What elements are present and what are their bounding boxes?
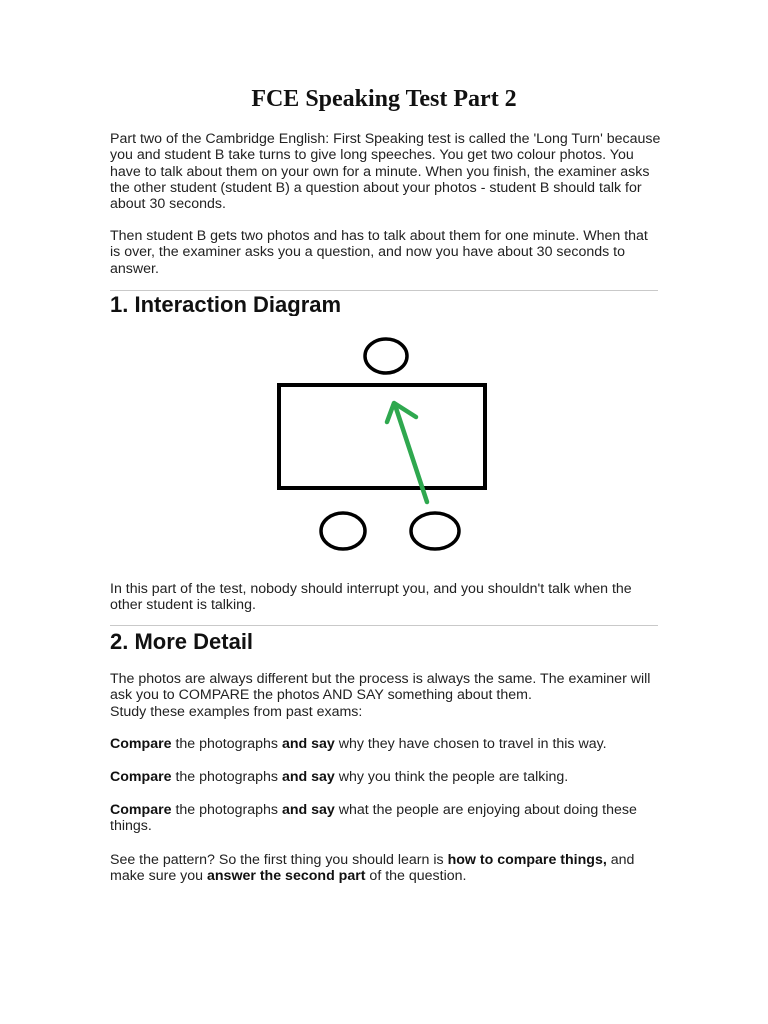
and-say-keyword: and say xyxy=(281,736,335,752)
pattern-bold-1: how to compare things, xyxy=(447,852,607,868)
table-rectangle xyxy=(279,385,485,488)
example-rest: what the people are enjoying about doing these things. xyxy=(110,802,637,835)
pattern-bold-2: answer the second part xyxy=(207,868,366,885)
compare-keyword: Compare xyxy=(110,769,172,785)
compare-keyword: Compare xyxy=(110,736,172,752)
example-mid: the photographs xyxy=(171,769,282,785)
intro-paragraph-1: Part two of the Cambridge English: First Speaking test is called the 'Long Turn' because you and student B take turns to give long speeches. You get two colour photos. You have to talk about them on your own for a minute. When you finish, the examiner asks the other student (student B) a question about your photos - student B should talk for about 30 seconds. xyxy=(110,131,661,213)
pattern-text-3: of the question. xyxy=(365,868,467,885)
example-2 xyxy=(110,769,662,785)
intro-paragraph-2: Then student B gets two photos and has to talk about them for one minute. When that is over, the examiner asks you a question, and now you have about 30 seconds to answer. xyxy=(110,228,648,277)
student-b-circle xyxy=(411,513,459,549)
section-2-intro-line-2: Study these examples from past exams: xyxy=(110,703,363,720)
pattern-paragraph xyxy=(110,852,662,885)
pattern-text-2: and make sure you xyxy=(110,852,635,885)
and-say-keyword: and say xyxy=(281,802,335,818)
example-mid: the photographs xyxy=(171,736,282,752)
section-2-intro xyxy=(110,671,662,720)
example-rest: why you think the people are talking. xyxy=(334,769,569,785)
and-say-keyword: and say xyxy=(281,769,335,785)
section-1-heading: 1. Interaction Diagram xyxy=(110,292,342,316)
student-a-circle xyxy=(321,513,365,549)
example-mid: the photographs xyxy=(171,802,282,818)
divider xyxy=(110,625,658,626)
pattern-text-1: See the pattern? So the first thing you should learn is xyxy=(110,852,448,868)
example-1 xyxy=(110,736,662,752)
example-3 xyxy=(110,802,662,835)
section-2-heading: 2. More Detail xyxy=(110,629,254,654)
interaction-diagram-svg xyxy=(270,330,500,560)
compare-keyword: Compare xyxy=(110,802,172,818)
page-title: FCE Speaking Test Part 2 xyxy=(251,86,517,112)
interaction-diagram xyxy=(270,330,500,565)
examiner-circle xyxy=(365,339,407,373)
example-rest: why they have chosen to travel in this way. xyxy=(334,736,607,752)
section-2-intro-line-1: The photos are always different but the process is always the same. The examiner will ask you to COMPARE the photos AND SAY something about them. xyxy=(110,671,651,704)
divider xyxy=(110,290,658,291)
section-1-text: In this part of the test, nobody should interrupt you, and you shouldn't talk when the other student is talking. xyxy=(110,581,632,614)
